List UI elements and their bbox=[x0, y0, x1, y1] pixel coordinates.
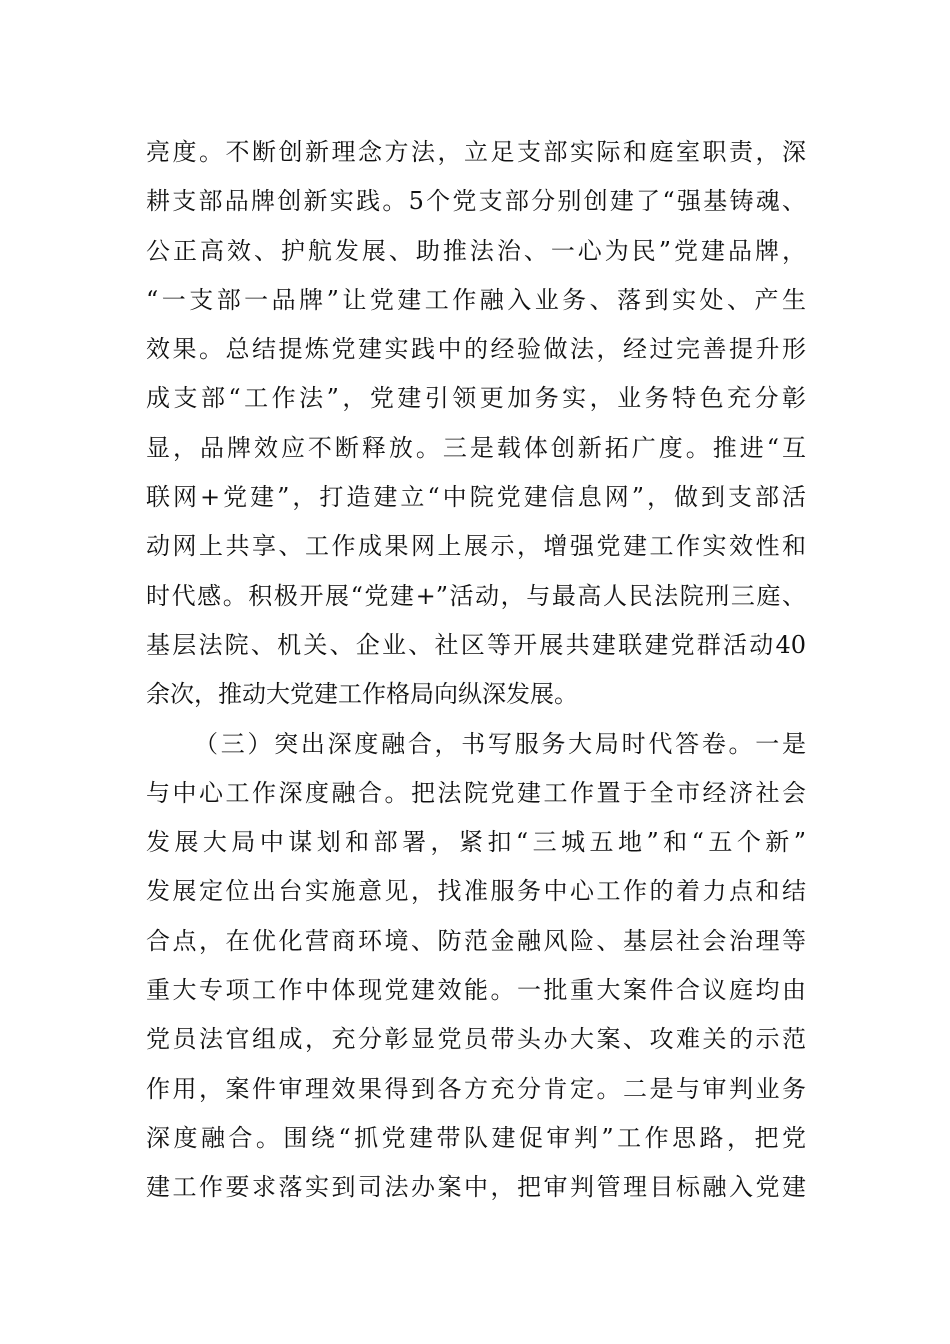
text-line: 基层法院、机关、企业、社区等开展共建联建党群活动40 bbox=[146, 630, 806, 659]
text-line: 成支部“工作法”，党建引领更加务实，业务特色充分彰 bbox=[146, 384, 806, 413]
text-line: 重大专项工作中体现党建效能。一批重大案件合议庭均由 bbox=[146, 976, 806, 1005]
text-line: 深度融合。围绕“抓党建带队建促审判”工作思路，把党 bbox=[146, 1123, 806, 1152]
text-line: 亮度。不断创新理念方法，立足支部实际和庭室职责，深 bbox=[146, 138, 806, 166]
paragraph-brand-and-carrier bbox=[146, 128, 806, 720]
text-line: 发展大局中谋划和部署，紧扣“三城五地”和“五个新” bbox=[146, 828, 806, 857]
text-line: 时代感。积极开展“党建+”活动，与最高人民法院刑三庭、 bbox=[146, 581, 806, 610]
document-body bbox=[146, 128, 806, 1213]
text-line: 余次，推动大党建工作格局向纵深发展。 bbox=[146, 680, 578, 709]
paragraph-deep-integration bbox=[146, 720, 806, 1213]
text-line: 动网上共享、工作成果网上展示，增强党建工作实效性和 bbox=[146, 532, 806, 561]
text-line: 发展定位出台实施意见，找准服务中心工作的着力点和结 bbox=[146, 877, 806, 906]
text-line: 公正高效、护航发展、助推法治、一心为民”党建品牌， bbox=[146, 236, 806, 265]
section-heading-line: （三）突出深度融合，书写服务大局时代答卷。一是 bbox=[194, 729, 806, 758]
text-line: 建工作要求落实到司法办案中，把审判管理目标融入党建 bbox=[146, 1173, 806, 1202]
text-line: 作用，案件审理效果得到各方充分肯定。二是与审判业务 bbox=[146, 1074, 806, 1103]
text-line: 效果。总结提炼党建实践中的经验做法，经过完善提升形 bbox=[146, 335, 806, 364]
text-line: 显，品牌效应不断释放。三是载体创新拓广度。推进“互 bbox=[146, 433, 806, 462]
text-line: 合点，在优化营商环境、防范金融风险、基层社会治理等 bbox=[146, 926, 806, 955]
text-line: 联网+党建”，打造建立“中院党建信息网”，做到支部活 bbox=[146, 483, 806, 512]
text-line: “一支部一品牌”让党建工作融入业务、落到实处、产生 bbox=[146, 285, 806, 314]
text-line: 党员法官组成，充分彰显党员带头办大案、攻难关的示范 bbox=[146, 1025, 806, 1054]
text-line: 与中心工作深度融合。把法院党建工作置于全市经济社会 bbox=[146, 778, 806, 807]
text-line: 耕支部品牌创新实践。5个党支部分别创建了“强基铸魂、 bbox=[146, 187, 806, 216]
